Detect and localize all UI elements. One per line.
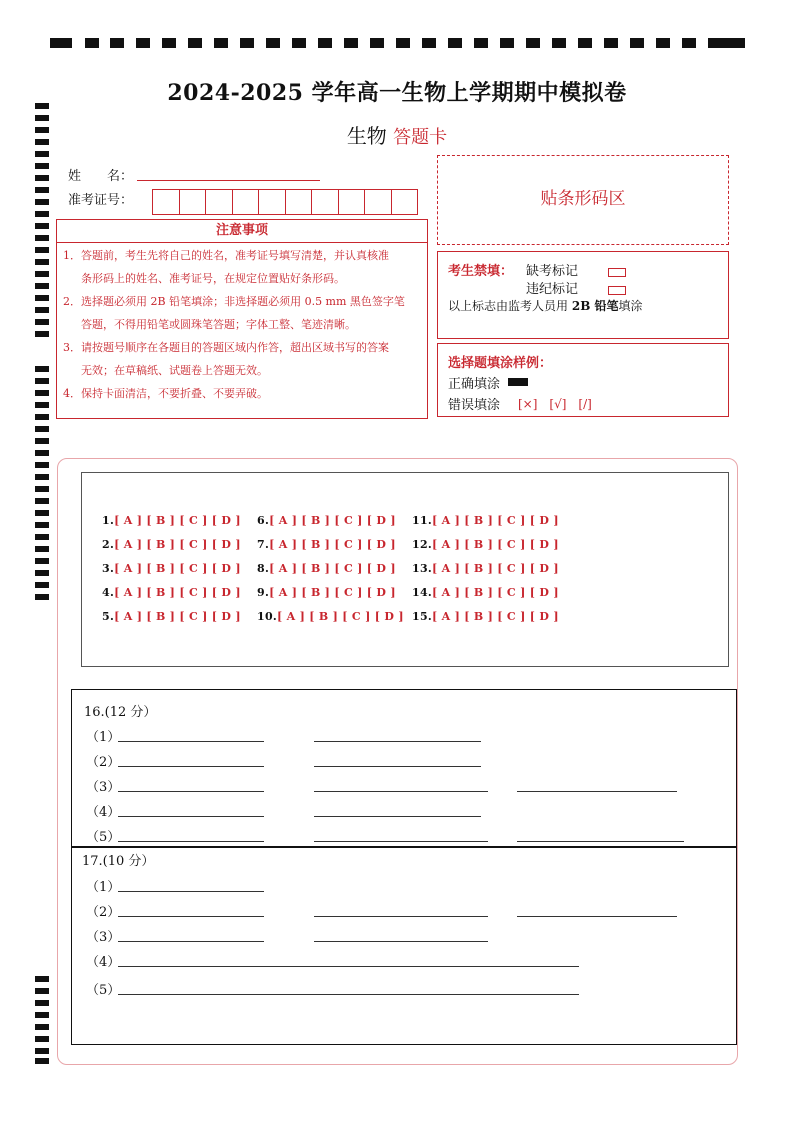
notice-item: 3．请按题号顺序在各题目的答题区域内作答，超出区域书写的答案	[63, 341, 389, 354]
answer-line[interactable]	[118, 941, 264, 942]
mc-question-10[interactable]: 10.[ A ] [ B ] [ C ] [ D ]	[257, 610, 404, 623]
q16-part-3-label: （3）	[86, 780, 121, 795]
mc-question-3[interactable]: 3.[ A ] [ B ] [ C ] [ D ]	[102, 562, 241, 575]
absent-mark-box[interactable]	[608, 262, 626, 281]
answer-line[interactable]	[314, 816, 481, 817]
q17-part-3-label: （3）	[86, 930, 121, 945]
wrong-fill-marks: [×] [√] [/]	[518, 397, 592, 411]
notice-item: 无效；在草稿纸、试题卷上答题无效。	[81, 364, 268, 377]
answer-line[interactable]	[314, 916, 488, 917]
notice-item: 条形码上的姓名、准考证号，在规定位置贴好条形码。	[81, 272, 345, 285]
answer-line[interactable]	[314, 741, 481, 742]
answer-line[interactable]	[118, 791, 264, 792]
mc-question-9[interactable]: 9.[ A ] [ B ] [ C ] [ D ]	[257, 586, 396, 599]
answer-line[interactable]	[314, 766, 481, 767]
card-subtitle	[0, 120, 794, 149]
question-17-title: 17.(10 分）	[82, 854, 155, 869]
barcode-area: 贴条形码区	[437, 155, 729, 245]
name-input-line[interactable]	[137, 180, 320, 181]
mc-question-1[interactable]: 1.[ A ] [ B ] [ C ] [ D ]	[102, 514, 241, 527]
q16-part-2-label: （2）	[86, 755, 121, 770]
forbidden-heading: 考生禁填：	[448, 264, 514, 279]
violation-mark-label: 违纪标记	[526, 282, 579, 297]
q16-part-5-label: （5）	[86, 830, 121, 845]
examinee-forbidden-box	[437, 251, 729, 339]
answer-line[interactable]	[517, 791, 677, 792]
answer-line[interactable]	[517, 841, 684, 842]
fill-sample-heading: 选择题填涂样例：	[448, 356, 553, 371]
answer-line[interactable]	[118, 994, 579, 995]
absent-mark-label: 缺考标记	[526, 264, 579, 279]
notice-item: 4．保持卡面清洁，不要折叠、不要弄破。	[63, 387, 268, 400]
exam-title: 2024-2025 学年高一生物上学期期中模拟卷	[167, 80, 627, 106]
card-label: 答题卡	[393, 127, 448, 148]
answer-line[interactable]	[314, 841, 488, 842]
correct-fill-mark	[508, 378, 528, 386]
exam-id-boxes[interactable]	[152, 189, 418, 215]
q17-part-5-label: （5）	[86, 983, 121, 998]
answer-line[interactable]	[314, 941, 488, 942]
exam-id-label: 准考证号：	[68, 193, 134, 208]
answer-line[interactable]	[118, 816, 264, 817]
answer-line[interactable]	[118, 966, 579, 967]
fill-sample-box	[437, 343, 729, 417]
wrong-fill-label: 错误填涂	[448, 398, 501, 413]
question-17-section	[71, 846, 737, 1045]
mc-question-4[interactable]: 4.[ A ] [ B ] [ C ] [ D ]	[102, 586, 241, 599]
correct-fill-label: 正确填涂	[448, 377, 501, 392]
notice-heading: 注意事项	[57, 220, 427, 243]
q17-part-4-label: （4）	[86, 955, 121, 970]
q17-part-1-label: （1）	[86, 880, 121, 895]
mc-question-14[interactable]: 14.[ A ] [ B ] [ C ] [ D ]	[412, 586, 559, 599]
q16-part-1-label: （1）	[86, 730, 121, 745]
q16-part-4-label: （4）	[86, 805, 121, 820]
name-label: 姓 名：	[68, 169, 134, 184]
mc-question-8[interactable]: 8.[ A ] [ B ] [ C ] [ D ]	[257, 562, 396, 575]
mc-question-13[interactable]: 13.[ A ] [ B ] [ C ] [ D ]	[412, 562, 559, 575]
mc-question-12[interactable]: 12.[ A ] [ B ] [ C ] [ D ]	[412, 538, 559, 551]
mc-question-7[interactable]: 7.[ A ] [ B ] [ C ] [ D ]	[257, 538, 396, 551]
forbidden-note: 以上标志由监考人员用 2B 铅笔填涂	[448, 299, 643, 313]
question-16-title: 16.(12 分）	[84, 705, 157, 720]
answer-line[interactable]	[118, 916, 264, 917]
answer-line[interactable]	[118, 891, 264, 892]
mc-question-11[interactable]: 11.[ A ] [ B ] [ C ] [ D ]	[412, 514, 559, 527]
answer-line[interactable]	[118, 741, 264, 742]
answer-line[interactable]	[314, 791, 488, 792]
answer-line[interactable]	[517, 916, 677, 917]
q17-part-2-label: （2）	[86, 905, 121, 920]
mc-question-6[interactable]: 6.[ A ] [ B ] [ C ] [ D ]	[257, 514, 396, 527]
answer-line[interactable]	[118, 841, 264, 842]
notice-item: 答题，不得用铅笔或圆珠笔答题；字体工整、笔迹清晰。	[81, 318, 356, 331]
timing-bar-top	[50, 38, 745, 50]
mc-question-2[interactable]: 2.[ A ] [ B ] [ C ] [ D ]	[102, 538, 241, 551]
answer-line[interactable]	[118, 766, 264, 767]
question-16-section	[71, 689, 737, 848]
mc-question-15[interactable]: 15.[ A ] [ B ] [ C ] [ D ]	[412, 610, 559, 623]
subject-name: 生物	[346, 124, 387, 148]
notice-box	[56, 219, 428, 419]
notice-item: 2．选择题必须用 2B 铅笔填涂；非选择题必须用 0.5 mm 黑色签字笔	[63, 295, 405, 308]
notice-item: 1．答题前，考生先将自己的姓名，准考证号填写清楚，并认真核准	[63, 249, 389, 262]
mc-question-5[interactable]: 5.[ A ] [ B ] [ C ] [ D ]	[102, 610, 241, 623]
